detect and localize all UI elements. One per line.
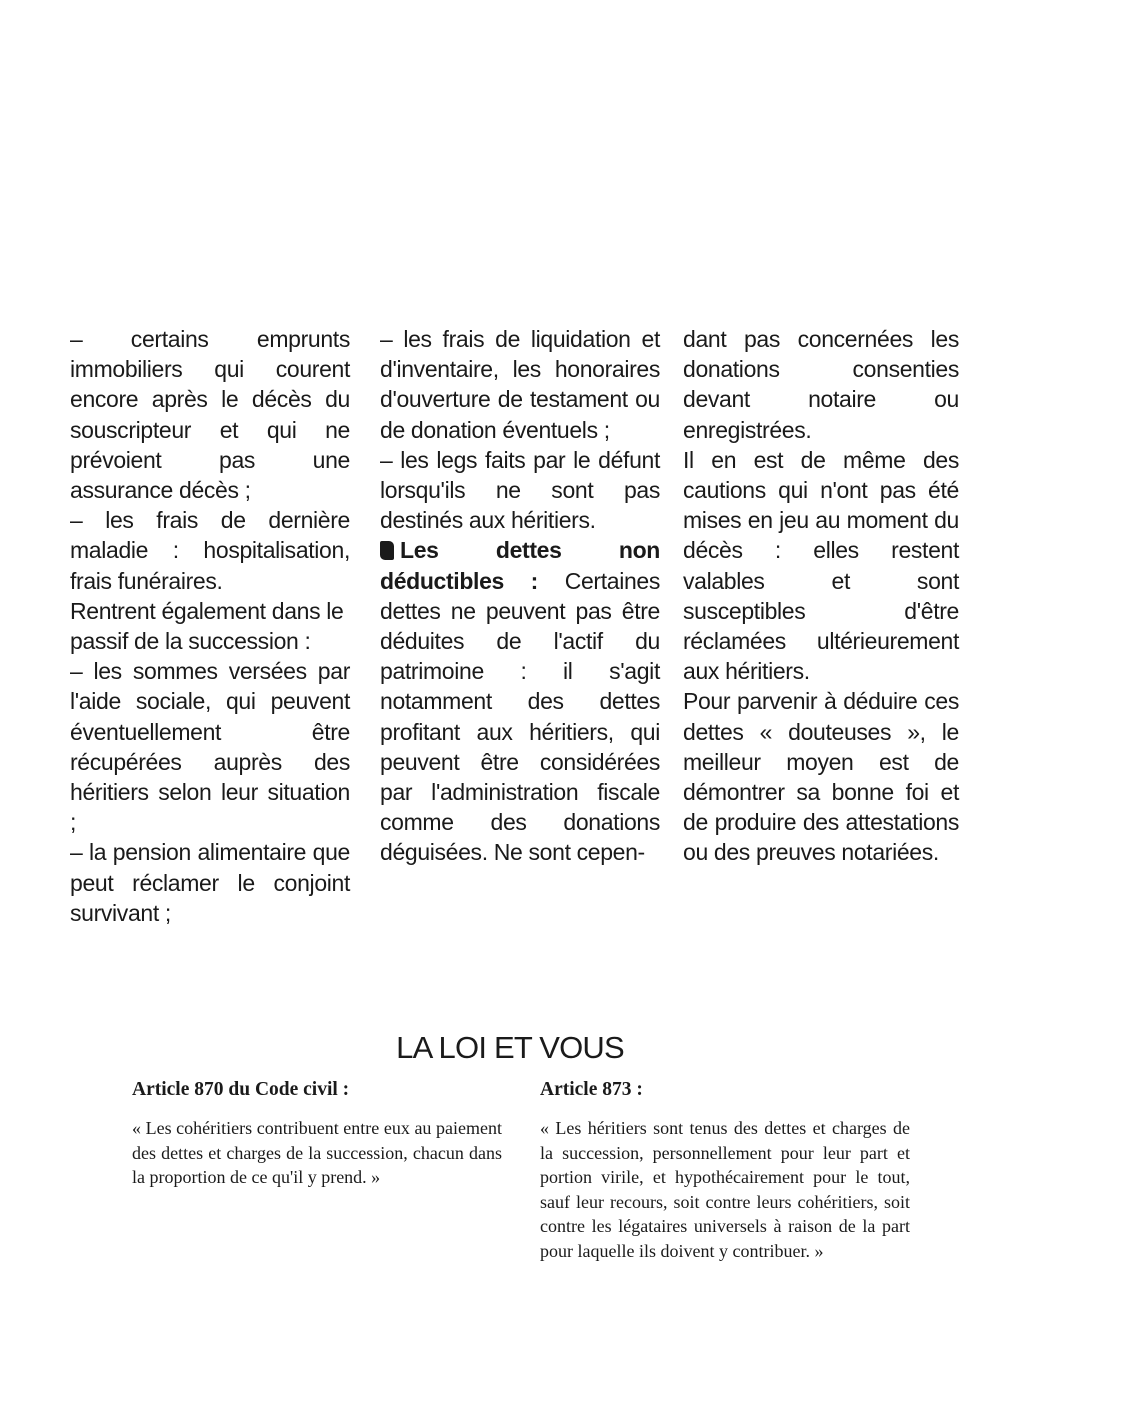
- article-870-text: « Les cohéritiers contribuent entre eux au paiement des dettes et charges de la succession, chacun dans la proportion de ce qu'il y prend. »: [132, 1118, 502, 1187]
- article-873-text: « Les héritiers sont tenus des dettes et charges de la succession, personnellement pour leur part et portion virile, et hypothécairement pour le tout, sauf leur recours, soit contre leurs cohéritiers, soit contre les légataires universels à raison de la part pour laquelle ils doivent y contribuer. »: [540, 1118, 910, 1261]
- paragraph-aide-sociale: – les sommes versées par l'aide sociale, qui peuvent éventuellement être récupérées auprès des héritiers selon leur situation ;: [70, 658, 350, 836]
- paragraph-frais-maladie: – les frais de dernière maladie : hospitalisation, frais funéraires.: [70, 507, 350, 594]
- paragraph-donations: dant pas concernées les donations consenties devant notaire ou enregistrées.: [683, 326, 959, 443]
- article-873: [540, 1078, 910, 1263]
- section-marker-icon: [380, 541, 394, 560]
- paragraph-frais-liquidation: – les frais de liquidation et d'inventaire, les honoraires d'ouverture de testament ou de donation éventuels ;: [380, 326, 660, 443]
- text-column-2: [380, 324, 660, 868]
- paragraph-legs: – les legs faits par le défunt lorsqu'ils ne sont pas destinés aux héritiers.: [380, 446, 660, 534]
- paragraph-passif-intro: Rentrent également dans le passif de la succession :: [70, 597, 344, 655]
- article-870-heading: Article 870 du Code civil :: [132, 1079, 350, 1100]
- article-870: [132, 1078, 502, 1190]
- article-873-heading: Article 873 :: [540, 1079, 643, 1100]
- paragraph-dettes-douteuses: Pour parvenir à déduire ces dettes « douteuses », le meilleur moyen est de démontrer sa bonne foi et de produire des attestations ou des preuves notariées.: [683, 688, 959, 866]
- paragraph-dettes-non-deductibles: [380, 535, 660, 867]
- paragraph-emprunts: – certains emprunts immobiliers qui courent encore après le décès du souscripteur et qui ne prévoient pas une assurance décès ;: [70, 326, 350, 504]
- law-box-title: LA LOI ET VOUS: [396, 1030, 624, 1065]
- paragraph-pension: – la pension alimentaire que peut réclamer le conjoint survivant ;: [70, 839, 350, 926]
- text-column-1: [70, 324, 350, 928]
- paragraph-dettes-text: Certaines dettes ne peuvent pas être déduites de l'actif du patrimoine : il s'agit notamment des dettes profitant aux héritiers, qui peuvent être considérées par l'administration fiscale comme des donations déguisées. Ne sont cepen-: [380, 567, 660, 866]
- text-column-3: [683, 324, 959, 868]
- subheading: Les dettes non déductibles :: [380, 537, 660, 594]
- paragraph-cautions: Il en est de même des cautions qui n'ont pas été mises en jeu au moment du décès : elles restent valables et sont susceptibles d'être réclamées ultérieurement aux héritiers.: [683, 446, 959, 685]
